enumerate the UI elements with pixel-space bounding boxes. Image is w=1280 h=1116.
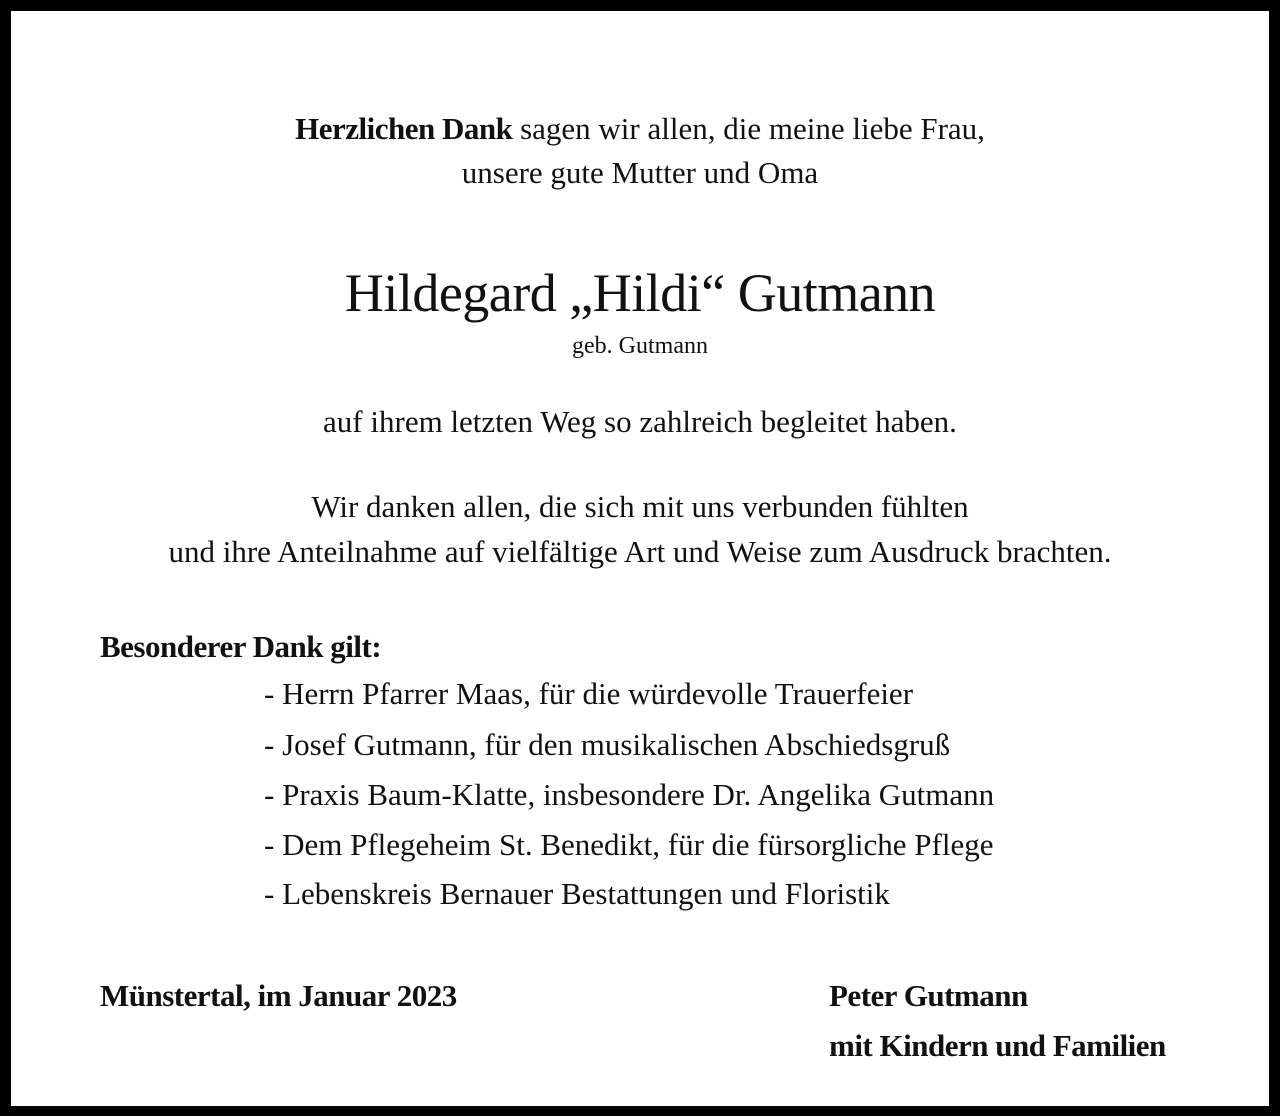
intro-bold: Herzlichen Dank: [295, 111, 513, 146]
thanks-item: - Dem Pflegeheim St. Benedikt, für die fürsorgliche Pflege: [264, 827, 994, 862]
thanks-item: - Herrn Pfarrer Maas, für die würdevolle Trauerfeier: [264, 676, 914, 711]
accompanied-text: auf ihrem letzten Weg so zahlreich begleitet haben.: [323, 404, 957, 439]
signer-name: Peter Gutmann: [829, 978, 1028, 1013]
intro-line-1: [0, 111, 1280, 147]
intro-rest: sagen wir allen, die meine liebe Frau,: [512, 111, 985, 146]
thanks-line-2: und ihre Anteilnahme auf vielfältige Art und Weise zum Ausdruck brachten.: [168, 534, 1112, 569]
signer-family: mit Kindern und Familien: [829, 1028, 1166, 1063]
place-date: Münstertal, im Januar 2023: [100, 978, 457, 1013]
maiden-name: geb. Gutmann: [572, 333, 708, 359]
thanks-item: - Lebenskreis Bernauer Bestattungen und Floristik: [264, 876, 890, 911]
thanks-item: - Praxis Baum-Klatte, insbesondere Dr. Angelika Gutmann: [264, 777, 995, 812]
deceased-name: Hildegard „Hildi“ Gutmann: [344, 263, 936, 323]
thanks-item: - Josef Gutmann, für den musikalischen Abschiedsgruß: [264, 727, 951, 762]
intro-line-2: unsere gute Mutter und Oma: [461, 155, 819, 190]
thanks-line-1: Wir danken allen, die sich mit uns verbunden fühlten: [311, 489, 969, 524]
special-thanks-heading: Besonderer Dank gilt:: [100, 629, 382, 664]
